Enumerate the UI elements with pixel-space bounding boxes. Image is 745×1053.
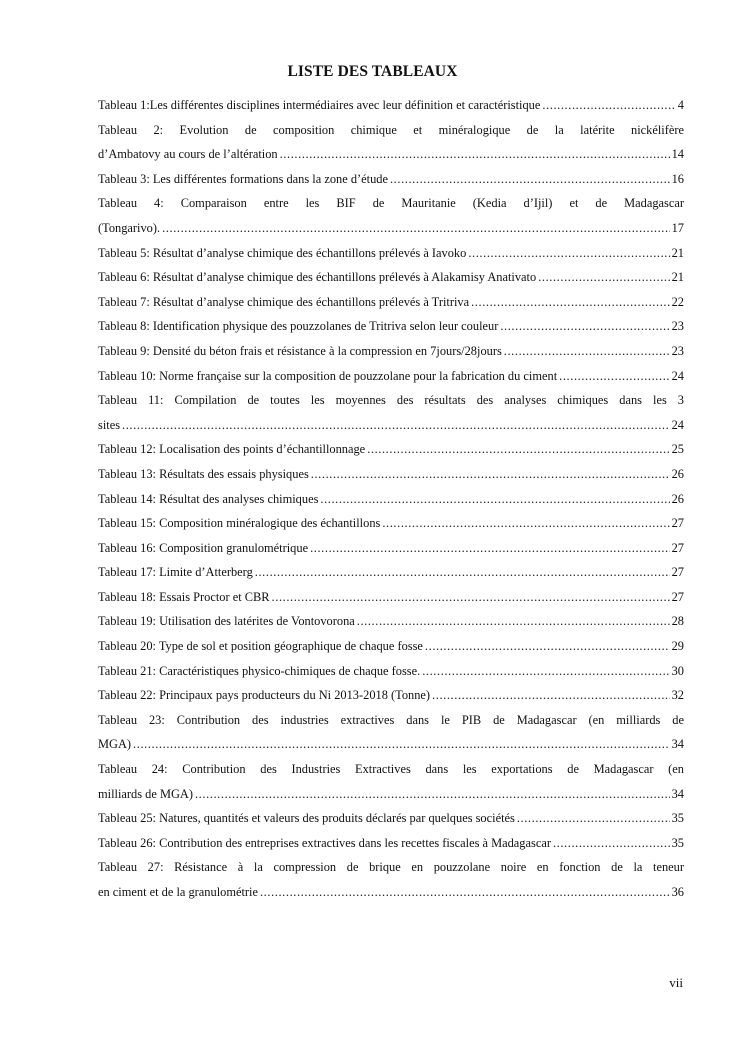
dot-leader <box>390 167 670 192</box>
dot-leader <box>357 609 670 634</box>
toc-entry-text: Tableau 22: Principaux pays producteurs du Ni 2013-2018 (Tonne) <box>98 688 431 703</box>
toc-page-number: 21 <box>671 245 684 260</box>
toc-entry[interactable] <box>98 388 684 437</box>
toc-entry-line-final <box>98 831 684 856</box>
toc-entry-text: d’Ambatovy au cours de l’altération <box>98 147 278 162</box>
dot-leader <box>280 142 670 167</box>
toc-entry-text: MGA) <box>98 737 132 752</box>
toc-entry-text: Tableau 26: Contribution des entreprises extractives dans les recettes fiscales à Madagascar <box>98 835 551 850</box>
toc-entry-line-final <box>98 437 684 462</box>
toc-page-number: 24 <box>671 417 684 432</box>
toc-entry-text: Tableau 8: Identification physique des pouzzolanes de Tritriva selon leur couleur <box>98 319 499 334</box>
page-number: vii <box>669 975 683 990</box>
toc-entry-text: (Tongarivo). <box>98 220 161 235</box>
toc-page-number: 22 <box>671 294 684 309</box>
toc-entry-line-final <box>98 511 684 536</box>
toc-entry-line: Tableau 23: Contribution des industries extractives dans le PIB de Madagascar (en milliards de <box>98 712 684 727</box>
dot-leader <box>538 265 669 290</box>
dot-leader <box>504 339 670 364</box>
toc-entry-line-final <box>98 93 684 118</box>
toc-entry-text: Tableau 25: Natures, quantités et valeurs des produits déclarés par quelques sociétés <box>98 811 515 826</box>
toc-entry-line-final <box>98 142 684 167</box>
toc-entry-line-final <box>98 880 684 905</box>
toc-page-number: 27 <box>671 589 684 604</box>
dot-leader <box>320 487 669 512</box>
toc-entry[interactable] <box>98 487 684 512</box>
dot-leader <box>559 364 669 389</box>
toc-page-number: 35 <box>671 811 684 826</box>
toc-entry[interactable] <box>98 191 684 240</box>
dot-leader <box>311 462 670 487</box>
toc-entry-line-final <box>98 683 684 708</box>
toc-entry-text: Tableau 1:Les différentes disciplines intermédiaires avec leur définition et caractéristique <box>98 98 541 112</box>
table-list <box>98 93 684 905</box>
toc-entry-text: en ciment et de la granulométrie <box>98 885 258 899</box>
toc-page-number: 27 <box>671 516 684 531</box>
toc-entry-line-final <box>98 487 684 512</box>
toc-entry-line-final <box>98 314 684 339</box>
toc-page-number: 26 <box>671 491 684 506</box>
dot-leader <box>255 560 670 585</box>
toc-entry-line-final <box>98 290 684 315</box>
dot-leader <box>500 314 669 339</box>
dot-leader <box>425 634 670 659</box>
toc-entry-line-final <box>98 609 684 634</box>
toc-entry-line-final <box>98 241 684 266</box>
dot-leader <box>517 806 670 831</box>
dot-leader <box>272 585 670 610</box>
toc-page-number: 24 <box>671 368 684 383</box>
toc-entry[interactable] <box>98 560 684 585</box>
page-title: LISTE DES TABLEAUX <box>287 63 458 80</box>
toc-entry-text: milliards de MGA) <box>98 786 193 801</box>
toc-entry[interactable] <box>98 806 684 831</box>
dot-leader <box>542 93 675 118</box>
toc-entry-line: Tableau 2: Evolution de composition chimique et minéralogique de la latérite nickélifère <box>98 122 684 137</box>
toc-entry-line-final <box>98 413 684 438</box>
toc-entry-line-final <box>98 732 684 757</box>
toc-entry-text: Tableau 6: Résultat d’analyse chimique des échantillons prélevés à Alakamisy Anativato <box>98 270 537 285</box>
dot-leader <box>432 683 670 708</box>
toc-entry-text: Tableau 14: Résultat des analyses chimiques <box>98 491 319 506</box>
toc-page-number: 34 <box>671 786 684 801</box>
toc-page-number: 14 <box>671 147 684 162</box>
toc-entry[interactable] <box>98 241 684 266</box>
dot-leader <box>133 732 670 757</box>
toc-entry[interactable] <box>98 290 684 315</box>
toc-entry-text: Tableau 20: Type de sol et position géographique de chaque fosse <box>98 639 423 654</box>
toc-entry-text: Tableau 12: Localisation des points d’échantillonnage <box>98 442 366 457</box>
dot-leader <box>260 880 670 905</box>
toc-page-number: 29 <box>671 639 684 654</box>
toc-entry[interactable] <box>98 437 684 462</box>
toc-entry-line: Tableau 24: Contribution des Industries Extractives dans les exportations de Madagascar (en <box>98 762 684 777</box>
toc-entry[interactable] <box>98 511 684 536</box>
toc-page-number: 30 <box>671 663 684 678</box>
toc-entry[interactable] <box>98 118 684 167</box>
dot-leader <box>122 413 670 438</box>
toc-entry[interactable] <box>98 265 684 290</box>
toc-entry-text: Tableau 17: Limite d’Atterberg <box>98 565 253 580</box>
toc-entry-line-final <box>98 536 684 561</box>
toc-page-number: 35 <box>671 835 684 850</box>
toc-entry-line-final <box>98 585 684 610</box>
toc-entry-text: Tableau 10: Norme française sur la composition de pouzzolane pour la fabrication du ciment <box>98 368 558 383</box>
toc-entry[interactable] <box>98 757 684 806</box>
dot-leader <box>471 290 670 315</box>
dot-leader <box>367 437 669 462</box>
dot-leader <box>310 536 670 561</box>
toc-entry-line-final <box>98 216 684 241</box>
dot-leader <box>195 782 670 807</box>
dot-leader <box>468 241 669 266</box>
toc-page-number: 23 <box>671 319 684 334</box>
toc-entry[interactable] <box>98 314 684 339</box>
toc-page-number: 16 <box>671 171 684 186</box>
toc-page-number: 26 <box>671 466 684 481</box>
toc-entry[interactable] <box>98 339 684 364</box>
toc-entry-text: sites <box>98 417 121 432</box>
dot-leader <box>382 511 669 536</box>
toc-page-number: 27 <box>671 565 684 580</box>
toc-entry-line-final <box>98 659 684 684</box>
dot-leader <box>553 831 670 856</box>
toc-entry-text: Tableau 21: Caractéristiques physico-chimiques de chaque fosse. <box>98 663 421 678</box>
toc-entry-text: Tableau 16: Composition granulométrique <box>98 540 309 555</box>
toc-entry[interactable] <box>98 536 684 561</box>
toc-page-number: 25 <box>671 442 684 457</box>
toc-page-number: 17 <box>671 220 684 235</box>
toc-page-number: 4 <box>677 98 684 112</box>
toc-entry-line-final <box>98 806 684 831</box>
toc-entry-line: Tableau 4: Comparaison entre les BIF de Mauritanie (Kedia d’Ijil) et de Madagascar <box>98 196 684 211</box>
toc-entry-line-final <box>98 634 684 659</box>
toc-entry[interactable] <box>98 831 684 856</box>
toc-entry-text: Tableau 9: Densité du béton frais et résistance à la compression en 7jours/28jours <box>98 343 502 358</box>
toc-page-number: 36 <box>671 885 684 899</box>
toc-entry-line-final <box>98 462 684 487</box>
toc-page-number: 34 <box>671 737 684 752</box>
toc-entry-line: Tableau 11: Compilation de toutes les moyennes des résultats des analyses chimiques dans les 3 <box>98 393 684 408</box>
toc-entry-text: Tableau 3: Les différentes formations dans la zone d’étude <box>98 171 388 186</box>
toc-entry-text: Tableau 5: Résultat d’analyse chimique des échantillons prélevés à Iavoko <box>98 245 467 260</box>
toc-entry[interactable] <box>98 167 684 192</box>
toc-page-number: 32 <box>671 688 684 703</box>
toc-page-number: 27 <box>671 540 684 555</box>
toc-entry[interactable] <box>98 609 684 634</box>
toc-entry[interactable] <box>98 634 684 659</box>
toc-entry-line: Tableau 27: Résistance à la compression de brique en pouzzolane noire en fonction de la teneur <box>98 860 684 875</box>
toc-entry-text: Tableau 18: Essais Proctor et CBR <box>98 589 270 604</box>
toc-entry-text: Tableau 15: Composition minéralogique des échantillons <box>98 516 381 531</box>
toc-entry[interactable] <box>98 462 684 487</box>
toc-page-number: 21 <box>671 270 684 285</box>
toc-entry-text: Tableau 13: Résultats des essais physiques <box>98 466 309 481</box>
toc-entry-line-final <box>98 167 684 192</box>
toc-entry-line-final <box>98 782 684 807</box>
toc-entry[interactable] <box>98 93 684 118</box>
toc-entry-line-final <box>98 364 684 389</box>
dot-leader <box>422 659 669 684</box>
toc-entry-text: Tableau 19: Utilisation des latérites de Vontovorona <box>98 614 355 629</box>
toc-entry[interactable] <box>98 708 684 757</box>
toc-entry[interactable] <box>98 585 684 610</box>
toc-entry[interactable] <box>98 855 684 904</box>
toc-page-number: 23 <box>671 343 684 358</box>
toc-entry[interactable] <box>98 683 684 708</box>
dot-leader <box>162 216 670 241</box>
toc-entry-line-final <box>98 560 684 585</box>
toc-entry[interactable] <box>98 659 684 684</box>
toc-entry-text: Tableau 7: Résultat d’analyse chimique des échantillons prélevés à Tritriva <box>98 294 470 309</box>
toc-entry-line-final <box>98 265 684 290</box>
toc-page-number: 28 <box>671 614 684 629</box>
toc-entry[interactable] <box>98 364 684 389</box>
toc-entry-line-final <box>98 339 684 364</box>
